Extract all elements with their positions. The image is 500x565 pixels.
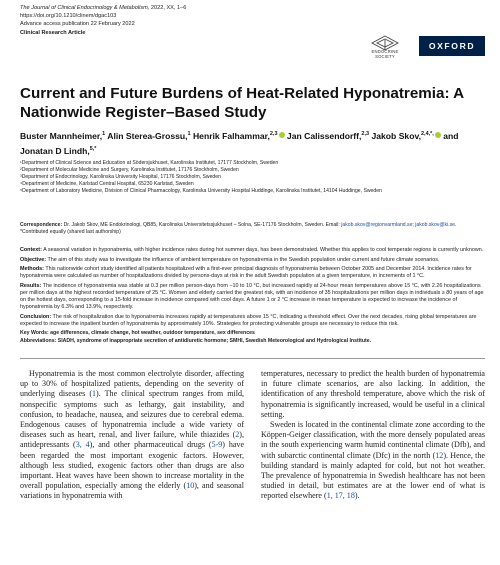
body-paragraph — [261, 420, 485, 502]
affiliation-marker: 5,* — [89, 145, 97, 152]
abbreviations — [20, 338, 485, 345]
objective-heading: Objective: — [20, 256, 47, 263]
article-type: Clinical Research Article — [20, 29, 86, 36]
body-column-left — [20, 369, 244, 502]
abstract-divider — [20, 358, 485, 359]
body-text: ) have been regarded the most important exogenic factors. However, although less studied, exogenic factors other than drugs are also important. Heat waves have been shown to increase mortality in the overall population, especially among the elderly ( — [20, 440, 245, 491]
orcid-icon[interactable] — [435, 132, 441, 138]
citation-link[interactable]: 3, 4 — [75, 440, 90, 450]
oxford-logo: OXFORD — [419, 36, 485, 56]
abstract-objective — [20, 257, 485, 264]
abstract — [20, 247, 485, 345]
abbreviations-heading: Abbreviations: — [20, 337, 57, 344]
affiliation-marker: 1 — [102, 131, 106, 137]
advance-access-date: Advance access publication 22 February 2022 — [20, 21, 135, 28]
affiliation-marker: 2,3 — [269, 131, 278, 137]
citation-link[interactable]: 12 — [435, 450, 444, 460]
author-list — [20, 128, 485, 158]
citation-link[interactable]: 5-9 — [211, 440, 223, 450]
author-name: Alin Sterea-Grossu, — [107, 130, 188, 141]
journal-name: The Journal of Clinical Endocrinology & Metabolism, — [20, 5, 150, 11]
correspondence-label: Correspondence: — [20, 222, 63, 228]
body-text: ), and other pharmaceutical drugs ( — [89, 440, 212, 450]
affiliation-marker: 1 — [187, 131, 191, 137]
correspondence-end: . — [454, 222, 457, 228]
body-paragraph — [20, 369, 244, 502]
author[interactable] — [287, 131, 369, 141]
affiliation-marker: 2,4,*, — [420, 131, 434, 137]
body-text: temperatures, necessary to predict the health burden of hyponatremia in future climate scenarios, are also lacking. In addition, the identification of any threshold temperature, above which the risk of hyponatremia is significantly increased, would be useful in a clinical setting. — [261, 369, 485, 419]
body-text: Hyponatremia is the most common electrolyte disorder, affecting up to 30% of hospitalized patients, depending on the severity of underlying diseases ( — [20, 369, 244, 399]
citation-link[interactable]: 1, 17, 18 — [326, 491, 355, 501]
abstract-methods — [20, 266, 485, 280]
email-separator: ; — [412, 222, 416, 228]
keywords-text: age differences, climate change, hot weather, outdoor temperature, sex differences — [48, 330, 255, 337]
body-text: ), antidepressants ( — [20, 430, 244, 450]
conclusion-text: The risk of hospitalization due to hyponatremia increases rapidly at temperatures above 15 °C, indicating a threshold effect. Over the next decades, rising global temperatures are expected to increase the inpatient burden of hyponatremia by approximately 10%. Strategies for protecting vulnerable groups are necessary to reduce this risk. — [20, 313, 477, 327]
email-link-2[interactable]: jakob.skov@ki.se — [415, 222, 455, 228]
keywords-heading: Key Words: — [20, 330, 49, 337]
article-title: Current and Future Burdens of Heat-Related Hyponatremia: A Nationwide Register–Based Study — [20, 85, 464, 121]
body-text: ). — [354, 491, 360, 501]
orcid-icon[interactable] — [279, 132, 285, 138]
body-text: ). The clinical spectrum ranges from mild, nonspecific symptoms such as lethargy, gait instability, and confusion, to headache, nausea, and seizures due to cerebral edema. Endogenous causes of hyponatremia include a wide variety of diseases such as heart, renal, and liver failure, while thiazides ( — [20, 389, 244, 440]
author[interactable] — [371, 131, 440, 141]
email-link-1[interactable]: jakob.skov@regionvarmland.se — [341, 222, 413, 228]
society-name: ENDOCRINE SOCIETY — [371, 49, 399, 59]
affiliation-1: ¹Department of Clinical Science and Education at Södersjukhuset, Karolinska Institutet, 17177 Stockholm, Sweden — [20, 160, 279, 166]
author-name: Buster Mannheimer, — [20, 130, 103, 141]
objective-text: The aim of this study was to investigate the influence of ambient temperature on hyponatremia in the Swedish population under current and future climate scenarios. — [46, 256, 440, 263]
affiliation-4: ⁴Department of Medicine, Karlstad Central Hospital, 65230 Karlstad, Sweden — [20, 181, 194, 188]
author[interactable] — [20, 131, 105, 141]
correspondence-text: Dr. Jakob Skov, ME Endokrinologi, QB85, Karolinska Universitetssjukhuset – Solna, SE-17176 Stockholm, Sweden. Email: — [62, 222, 342, 228]
body-text: ), and seasonal variations in hyponatremia with — [20, 481, 244, 501]
conclusion-heading: Conclusion: — [20, 313, 52, 320]
methods-text: This nationwide cohort study identified all patients hospitalized with a first-ever principal diagnosis of hyponatremia between October 2005 and December 2014. Incidence rates for hyponatremia were calculated as number of hospitalizations divided by persons-days at risk in the adult Swedish population at a given temperature, in increments of 1 °C. — [20, 266, 472, 280]
author-name: Henrik Falhammar, — [192, 130, 270, 141]
results-heading: Results: — [20, 282, 42, 289]
doi-link[interactable]: https://doi.org/10.1210/clinem/dgac103 — [20, 13, 117, 20]
abstract-conclusion — [20, 314, 485, 328]
journal-volume: 2022, XX, 1–6 — [149, 5, 187, 11]
affiliations — [20, 160, 485, 195]
author-name: Jakob Skov, — [371, 130, 421, 141]
citation-link[interactable]: 2 — [235, 430, 240, 440]
affiliation-marker: 2,3 — [361, 131, 370, 137]
keywords — [20, 330, 485, 337]
context-text: A seasonal variation in hyponatremia, with higher incidence rates during hot summer days, has been demonstrated. Whether this applies to cool temperate regions is currently unknown. — [41, 247, 484, 253]
abstract-results — [20, 283, 485, 311]
journal-citation — [20, 4, 350, 12]
body-text: Sweden is located in the continental climate zone according to the Köppen-Geiger classification, with the more densely populated areas in the south experiencing warm humid continental climate (Dfb), and with subarctic continental climate (Dfc) in the north ( — [261, 420, 485, 460]
results-text: The incidence of hyponatremia was stable at 0.3 per million person-days from −10 to 10 °C, but increased rapidly at 24-hour mean temperatures above 15 °C, with 2.26 hospitalizations per million days at the highest recorded temperature of 25 °C. Women and elderly carried the greatest risk, with an incidence of 35 hospitalizations per million days in individuals ≥ 80 years of age on the hottest days, corresponding to a 15-fold increase in incidence compared with cool days. A future 1 or 2 °C increase in mean temperature is expected to increase the incidence of hyponatremia by 6.3% and 13.9%, respectively. — [20, 282, 484, 311]
citation-link[interactable]: 10 — [186, 481, 195, 491]
context-heading: Context: — [20, 247, 42, 253]
methods-heading: Methods: — [20, 266, 44, 273]
author-name: Jan Calissendorff, — [286, 130, 362, 141]
affiliation-5: ⁵Department of Laboratory Medicine, Division of Clinical Pharmacology, Karolinska University Hospital Huddinge, Karolinska Institutet, 14104 Huddinge, Sweden — [20, 188, 382, 195]
citation-link[interactable]: 1 — [92, 389, 97, 399]
author[interactable] — [193, 131, 285, 141]
correspondence — [20, 222, 485, 236]
affiliation-3: ³Department of Endocrinology, Karolinska University Hospital, 17176 Stockholm, Sweden — [20, 174, 221, 181]
abbreviations-text: SIADH, syndrome of inappropriate secretion of antidiuretic hormone; SMHI, Swedish Meteorological and Hydrological Institute. — [56, 337, 372, 344]
body-paragraph — [261, 369, 485, 420]
journal-header — [20, 4, 350, 37]
equal-contribution-note: *Contributed equally (shared last authorship) — [20, 229, 121, 235]
affiliation-2: ²Department of Molecular Medicine and Surgery, Karolinska Institutet, 17176 Stockholm, Sweden — [20, 167, 239, 174]
body-text: ). Hence, the building standard is mainly adapted for cold, but not hot weather. The prevalence of hyponatremia in Swedish healthcare has not been studied in detail, but estimates are at the lower end of what is reported elsewhere ( — [261, 450, 485, 501]
body-column-right — [261, 369, 485, 502]
author-name: and Jonatan D Lindh, — [20, 130, 459, 156]
abstract-context — [20, 247, 485, 254]
author[interactable] — [107, 131, 190, 141]
